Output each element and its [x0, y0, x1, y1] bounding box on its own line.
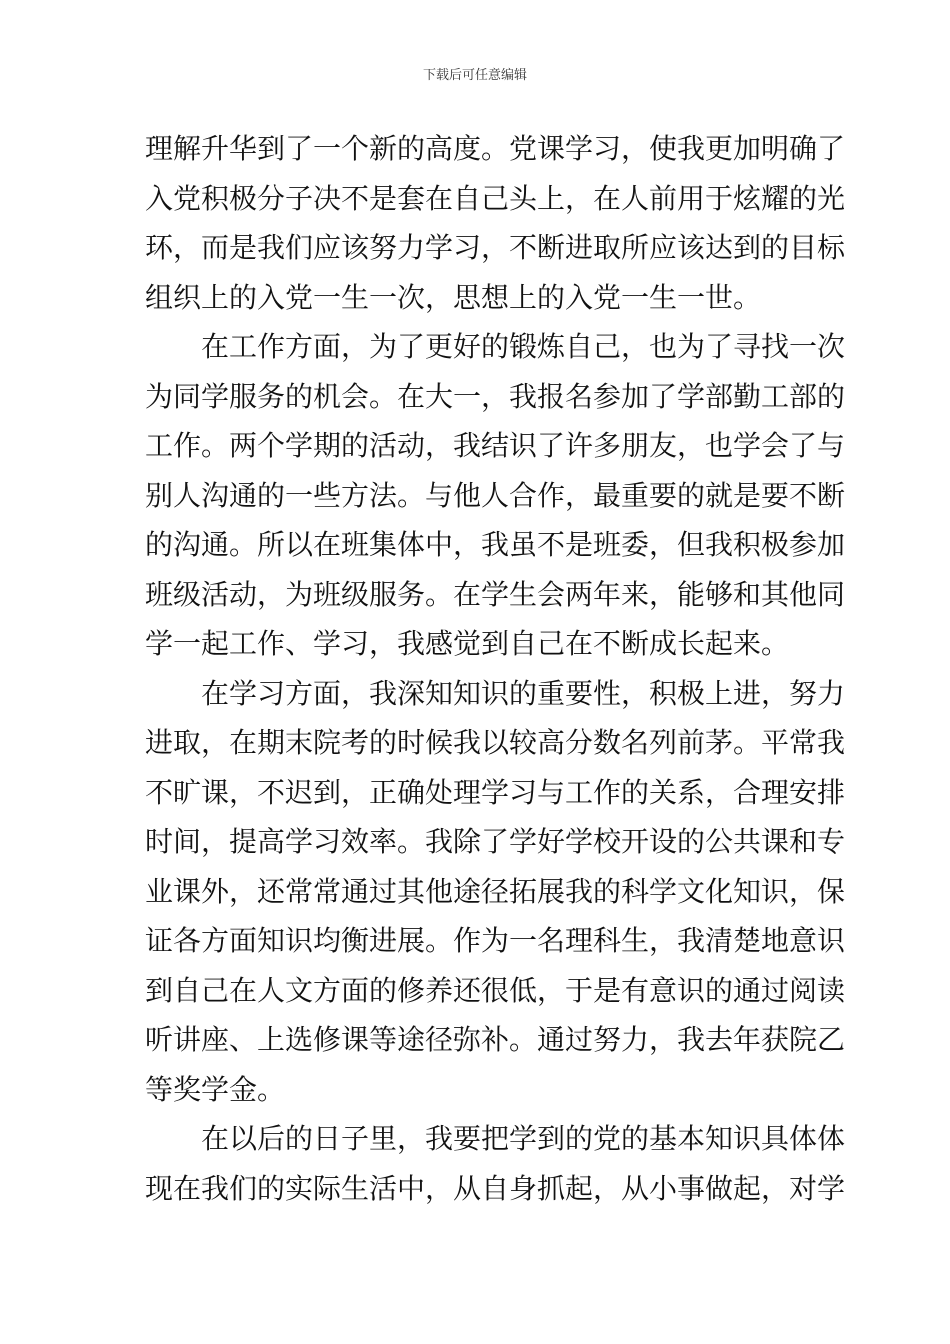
page-header: 下载后可任意编辑 — [422, 68, 527, 83]
text-line: 不旷课，不迟到，正确处理学习与工作的关系，合理安排 — [145, 775, 846, 809]
text-line: 班级活动，为班级服务。在学生会两年来，能够和其他同 — [145, 577, 846, 611]
text-line: 业课外，还常常通过其他途径拓展我的科学文化知识，保 — [145, 874, 846, 908]
document-body — [145, 124, 846, 1213]
text-line: 进取，在期末院考的时候我以较高分数名列前茅。平常我 — [145, 726, 846, 759]
text-line: 时间，提高学习效率。我除了学好学校开设的公共课和专 — [145, 825, 846, 858]
text-line: 在以后的日子里，我要把学到的党的基本知识具体体 — [201, 1122, 846, 1155]
text-line: 工作。两个学期的活动，我结识了许多朋友，也学会了与 — [145, 429, 846, 462]
text-line: 的沟通。所以在班集体中，我虽不是班委，但我积极参加 — [145, 528, 846, 561]
text-line: 学一起工作、学习，我感觉到自己在不断成长起来。 — [145, 627, 790, 660]
text-line: 为同学服务的机会。在大一，我报名参加了学部勤工部的 — [145, 379, 846, 413]
text-line: 到自己在人文方面的修养还很低，于是有意识的通过阅读 — [145, 973, 846, 1007]
text-line: 环，而是我们应该努力学习，不断进取所应该达到的目标 — [145, 231, 846, 264]
text-line: 理解升华到了一个新的高度。党课学习，使我更加明确了 — [145, 132, 846, 165]
text-line: 入党积极分子决不是套在自己头上，在人前用于炫耀的光 — [145, 181, 846, 215]
text-line: 证各方面知识均衡进展。作为一名理科生，我清楚地意识 — [145, 924, 846, 957]
text-line: 现在我们的实际生活中，从自身抓起，从小事做起，对学 — [145, 1171, 846, 1205]
text-line: 听讲座、上选修课等途径弥补。通过努力，我去年获院乙 — [145, 1023, 846, 1056]
text-line: 组织上的入党一生一次，思想上的入党一生一世。 — [145, 280, 762, 314]
text-line: 在学习方面，我深知知识的重要性，积极上进，努力 — [201, 676, 846, 710]
text-line: 等奖学金。 — [145, 1072, 286, 1106]
text-line: 别人沟通的一些方法。与他人合作，最重要的就是要不断 — [145, 478, 846, 512]
text-line: 在工作方面，为了更好的锻炼自己，也为了寻找一次 — [201, 330, 846, 363]
